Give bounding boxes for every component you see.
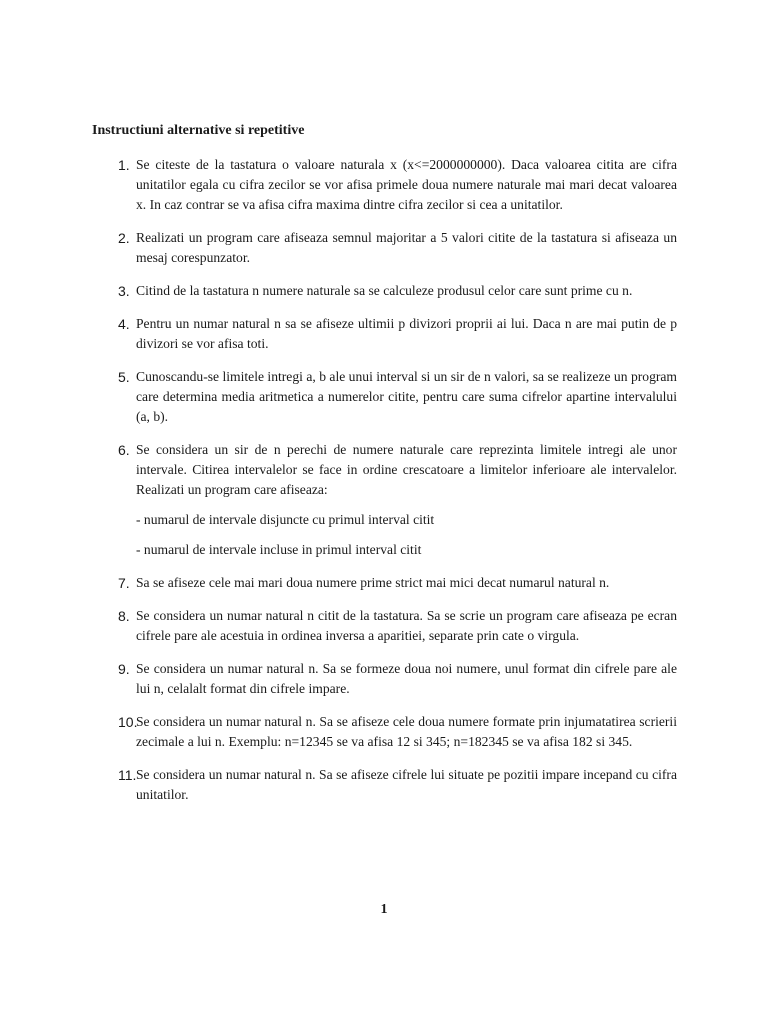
item-text: Se considera un numar natural n. Sa se afiseze cifrele lui situate pe pozitii impare incepand cu cifra unitatilor.	[136, 767, 677, 802]
item-number: 5.	[118, 369, 130, 385]
item-number: 6.	[118, 442, 130, 458]
item-text: Se considera un numar natural n. Sa se formeze doua noi numere, unul format din cifrele pare ale lui n, celalalt format din cifrele impare.	[136, 661, 677, 696]
list-item	[92, 712, 677, 752]
item-text: Realizati un program care afiseaza semnul majoritar a 5 valori citite de la tastatura si afiseaza un mesaj corespunzator.	[136, 230, 677, 265]
item-subpoint: - numarul de intervale incluse in primul interval citit	[136, 542, 422, 557]
item-text: Cunoscandu-se limitele intregi a, b ale unui interval si un sir de n valori, sa se realizeze un program care determina media aritmetica a numerelor citite, pentru care suma cifrelor apartine intervalului (a, b).	[136, 369, 677, 424]
item-number: 9.	[118, 661, 130, 677]
list-item	[92, 606, 677, 646]
item-number: 10.	[118, 714, 138, 730]
item-subpoint: - numarul de intervale disjuncte cu primul interval citit	[136, 512, 435, 527]
item-number: 2.	[118, 230, 130, 246]
page-number: 1	[380, 902, 388, 917]
item-number: 1.	[118, 157, 130, 173]
item-number: 8.	[118, 608, 130, 624]
item-text: Se considera un numar natural n. Sa se afiseze cele doua numere formate prin injumatatirea scrierii zecimale a lui n. Exemplu: n=12345 se va afisa 12 si 345; n=182345 se va afisa 182 si 345.	[136, 714, 677, 749]
list-item	[92, 765, 677, 805]
list-item	[92, 228, 677, 268]
list-item	[92, 573, 677, 593]
list-item	[92, 440, 677, 560]
item-number: 4.	[118, 316, 130, 332]
item-number: 3.	[118, 283, 130, 299]
list-item	[92, 314, 677, 354]
item-number: 11.	[118, 767, 137, 783]
item-text: Sa se afiseze cele mai mari doua numere prime strict mai mici decat numarul natural n.	[136, 575, 610, 590]
list-item	[92, 281, 677, 301]
exercise-list	[92, 155, 677, 818]
item-text: Se considera un numar natural n citit de la tastatura. Sa se scrie un program care afiseaza pe ecran cifrele pare ale acestuia in ordinea inversa a aparitiei, separate prin cate o virgula.	[136, 608, 677, 643]
item-number: 7.	[118, 575, 130, 591]
document-title: Instructiuni alternative si repetitive	[92, 123, 305, 138]
item-body	[136, 440, 677, 560]
item-text: Se citeste de la tastatura o valoare naturala x (x<=2000000000). Daca valoarea citita are cifra unitatilor egala cu cifra zecilor se vor afisa primele doua numere naturale mai mari decat valoarea x. In caz contrar se va afisa cifra maxima dintre cifra zecilor si cea a unitatilor.	[136, 157, 677, 212]
item-text: Pentru un numar natural n sa se afiseze ultimii p divizori proprii ai lui. Daca n are mai putin de p divizori se vor afisa toti.	[136, 316, 677, 351]
list-item	[92, 367, 677, 427]
list-item	[92, 155, 677, 215]
item-text: Se considera un sir de n perechi de numere naturale care reprezinta limitele intregi ale unor intervale. Citirea intervalelor se face in ordine crescatoare a limitelor inferioare ale intervalelor. Realizati un program care afiseaza:	[136, 442, 677, 497]
list-item	[92, 659, 677, 699]
item-text: Citind de la tastatura n numere naturale sa se calculeze produsul celor care sunt prime cu n.	[136, 283, 633, 298]
